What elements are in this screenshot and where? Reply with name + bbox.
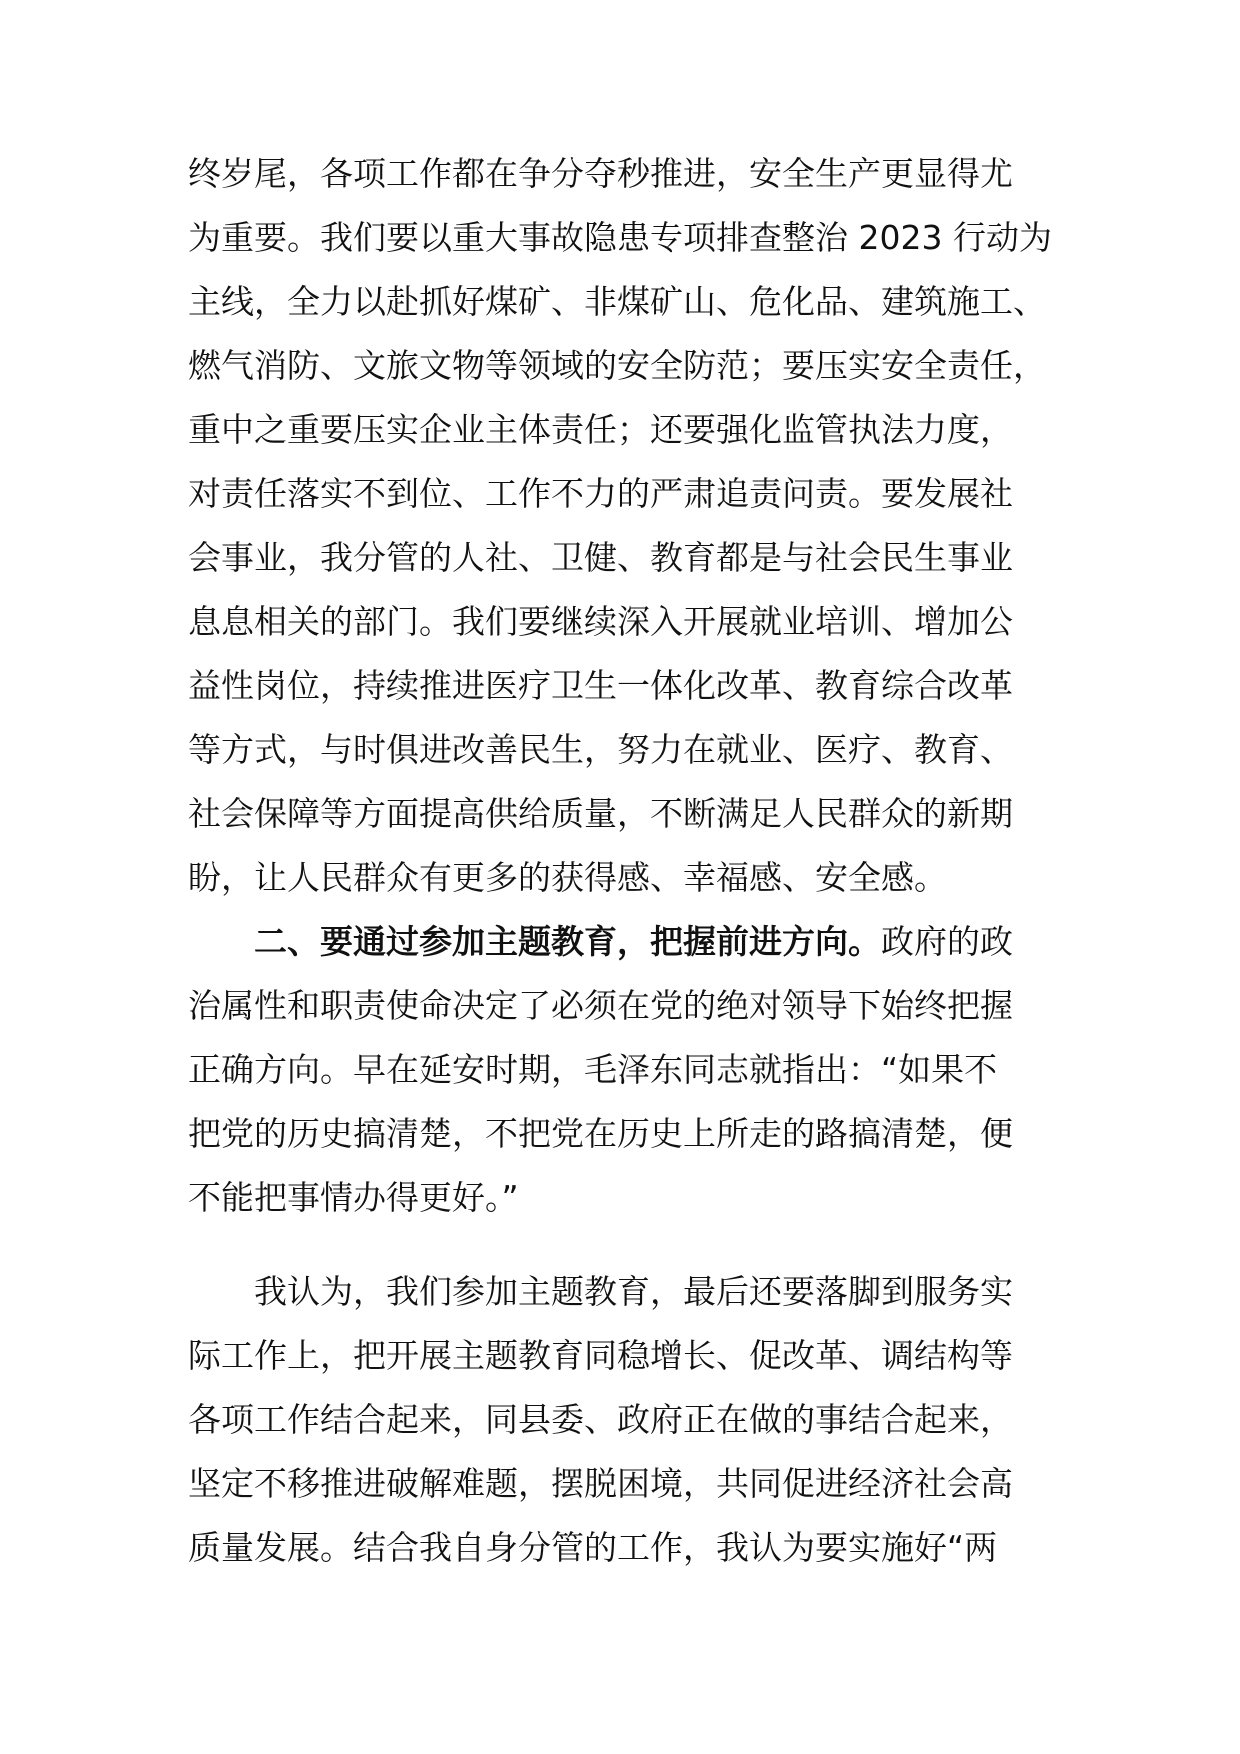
text-line: 际工作上，把开展主题教育同稳增长、促改革、调结构等 [188,1336,1013,1375]
section-heading-continuation: 政府的政 [881,922,1013,961]
text-line: 治属性和职责使命决定了必须在党的绝对领导下始终把握 [188,986,1013,1025]
text-line: 坚定不移推进破解难题，摆脱困境，共同促进经济社会高 [188,1464,1013,1503]
text-line: 益性岗位，持续推进医疗卫生一体化改革、教育综合改革 [188,666,1013,705]
section-heading-line [254,910,1013,974]
paragraph-first-line: 我认为，我们参加主题教育，最后还要落脚到服务实 [254,1272,1013,1311]
text-line: 盼，让人民群众有更多的获得感、幸福感、安全感。 [188,858,947,897]
text-line: 不能把事情办得更好。” [188,1178,519,1217]
text-line: 重中之重要压实企业主体责任；还要强化监管执法力度， [188,410,1013,449]
text-line: 质量发展。结合我自身分管的工作，我认为要实施好“两 [188,1528,998,1567]
section-heading: 二、要通过参加主题教育，把握前进方向。 [254,922,881,961]
text-line: 各项工作结合起来，同县委、政府正在做的事结合起来， [188,1400,1013,1439]
text-line: 终岁尾，各项工作都在争分夺秒推进，安全生产更显得尤 [188,154,1013,193]
text-line: 正确方向。早在延安时期，毛泽东同志就指出：“如果不 [188,1050,998,1089]
text-line: 把党的历史搞清楚，不把党在历史上所走的路搞清楚，便 [188,1114,1013,1153]
text-line: 等方式，与时俱进改善民生，努力在就业、医疗、教育、 [188,730,1013,769]
text-line: 主线，全力以赴抓好煤矿、非煤矿山、危化品、建筑施工、 [188,282,1046,321]
text-line: 息息相关的部门。我们要继续深入开展就业培训、增加公 [188,602,1013,641]
text-line: 为重要。我们要以重大事故隐患专项排查整治 2023 行动为 [188,218,1052,257]
text-line: 会事业，我分管的人社、卫健、教育都是与社会民生事业 [188,538,1013,577]
text-line: 社会保障等方面提高供给质量，不断满足人民群众的新期 [188,794,1013,833]
text-line: 燃气消防、文旅文物等领域的安全防范；要压实安全责任， [188,346,1046,385]
text-line: 对责任落实不到位、工作不力的严肃追责问责。要发展社 [188,474,1013,513]
